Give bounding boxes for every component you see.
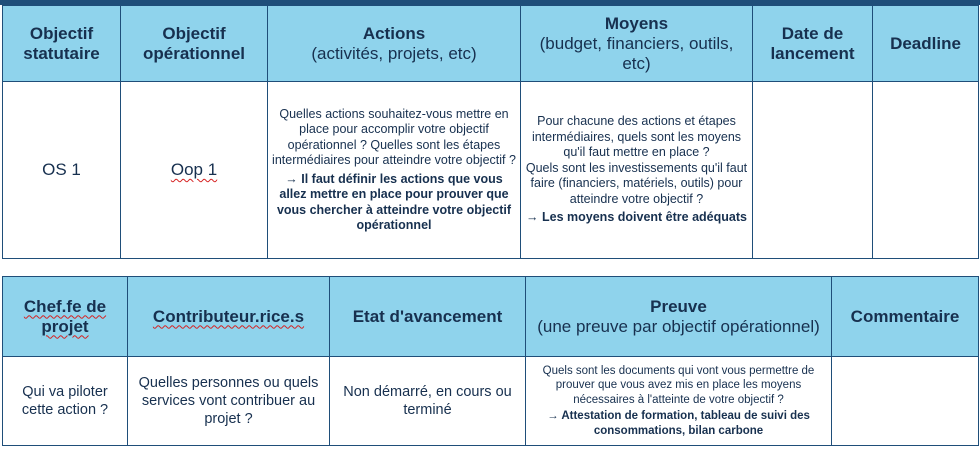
header-objectif-operationnel: Objectif opérationnel [121, 6, 268, 82]
cell-oop [121, 82, 268, 259]
arrow-icon: → [285, 171, 298, 186]
cell-date-lancement [753, 82, 873, 259]
table-row [3, 82, 979, 259]
header-preuve-title: Preuve [650, 296, 707, 316]
header-row [3, 6, 979, 82]
tracking-table [2, 276, 979, 446]
cell-chef: Qui va piloter cette action ? [3, 357, 128, 446]
actions-requirement [272, 172, 516, 234]
arrow-icon: → [526, 210, 539, 225]
header-chef-projet-text: Chef.fe de projet [23, 296, 107, 336]
header-moyens-title: Moyens [604, 13, 669, 33]
header-contributeurs [128, 277, 330, 357]
cell-contributeurs: Quelles personnes ou quels services vont contribuer au projet ? [128, 357, 330, 446]
header-etat-avancement: Etat d'avancement [330, 277, 526, 357]
header-date-lancement: Date de lancement [753, 6, 873, 82]
cell-os: OS 1 [3, 82, 121, 259]
arrow-icon: → [547, 410, 559, 423]
cell-etat: Non démarré, en cours ou terminé [330, 357, 526, 446]
cell-commentaire [832, 357, 979, 446]
cell-deadline [873, 82, 979, 259]
header-row [3, 277, 979, 357]
table-row [3, 357, 979, 446]
preuve-examples-text: Attestation de formation, tableau de suivi des consommations, bilan carbone [561, 410, 810, 437]
moyens-description-2: Quels sont les investissements qu'il faut faire (financiers, matériels, outils) pour atteindre votre objectif ? [525, 160, 748, 206]
header-actions [268, 6, 521, 82]
moyens-description-1: Pour chacune des actions et étapes intermédiaires, quels sont les moyens qu'il faut mettre en place ? [531, 114, 742, 160]
moyens-requirement [525, 210, 748, 226]
cell-oop-text: Oop 1 [170, 160, 218, 179]
header-preuve [526, 277, 832, 357]
objectives-table [2, 5, 979, 259]
cell-actions [268, 82, 521, 259]
header-preuve-subtitle: (une preuve par objectif opérationnel) [537, 316, 820, 336]
header-chef-projet [3, 277, 128, 357]
cell-preuve [526, 357, 832, 446]
header-actions-subtitle: (activités, projets, etc) [311, 43, 477, 63]
header-objectif-statutaire: Objectif statutaire [3, 6, 121, 82]
header-moyens-subtitle: (budget, financiers, outils, etc) [539, 33, 734, 73]
header-deadline: Deadline [873, 6, 979, 82]
preuve-examples [530, 409, 827, 438]
moyens-requirement-text: Les moyens doivent être adéquats [542, 210, 747, 225]
header-contributeurs-text: Contributeur.rice.s [152, 306, 305, 326]
header-actions-title: Actions [362, 23, 426, 43]
actions-requirement-text: Il faut définir les actions que vous allez mettre en place pour prouver que vous chercher à atteindre votre objectif opérationnel [276, 171, 512, 232]
actions-description: Quelles actions souhaitez-vous mettre en place pour accomplir votre objectif opérationnel ? Quelles sont les étapes intermédiaires pour atteindre votre objectif ? [272, 106, 516, 167]
preuve-description: Quels sont les documents qui vont vous permettre de prouver que vous avez mis en place les moyens nécessaires à l'atteinte de votre objectif ? [542, 364, 815, 406]
cell-moyens [521, 82, 753, 259]
header-moyens [521, 6, 753, 82]
header-commentaire: Commentaire [832, 277, 979, 357]
